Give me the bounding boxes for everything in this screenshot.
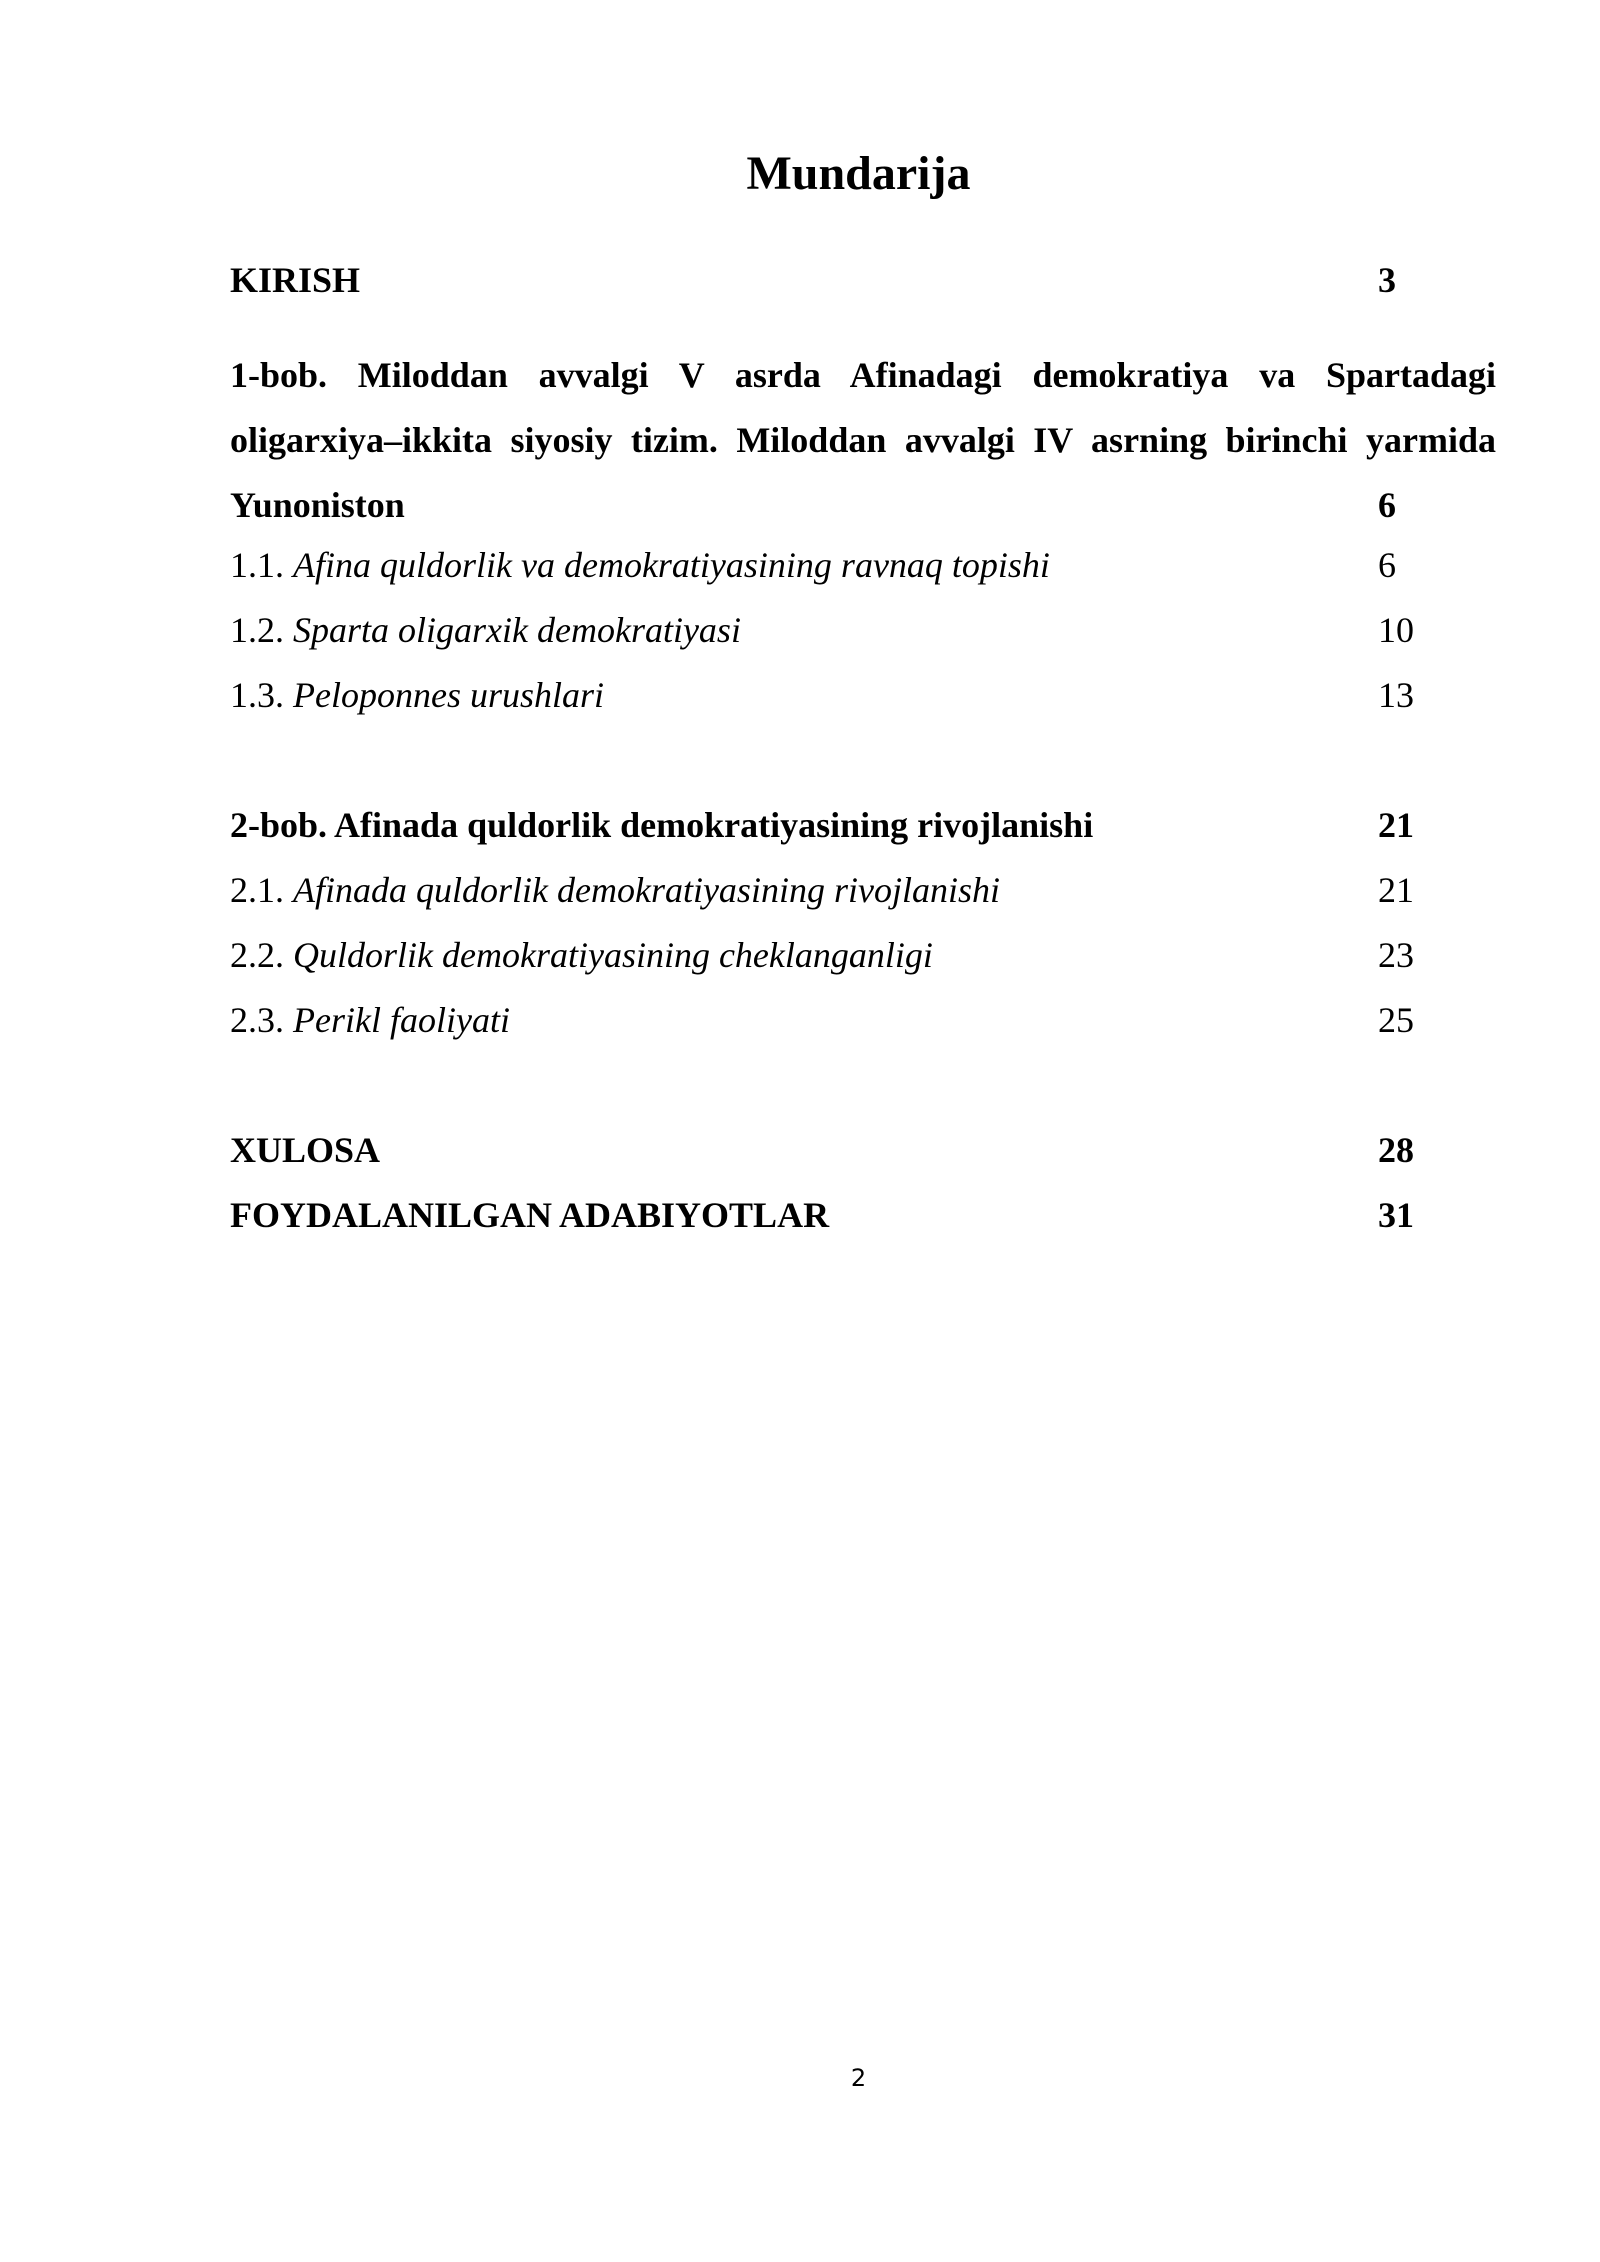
toc-section-title: Afinada quldorlik demokratiyasining rivojlanishi — [293, 870, 1000, 910]
toc-chapter-1[interactable] — [230, 343, 1496, 538]
toc-entry-label: XULOSA — [230, 1130, 381, 1170]
toc-section-page: 23 — [1378, 935, 1414, 975]
toc-chapter-1-page: 6 — [1378, 485, 1396, 525]
toc-chapter-1-line: oligarxiya–ikkita siyosiy tizim. Miloddan avvalgi IV asrning birinchi yarmida — [230, 420, 1496, 460]
toc-section-number: 1.1. — [230, 545, 284, 585]
toc-section-page: 6 — [1378, 545, 1396, 585]
toc-section-number: 2.3. — [230, 1000, 284, 1040]
toc-chapter-1-line — [230, 473, 1496, 538]
page-title: Mundarija — [746, 147, 971, 200]
toc-entry-label: KIRISH — [230, 260, 361, 300]
toc-entry-label: FOYDALANILGAN ADABIYOTLAR — [230, 1195, 830, 1235]
toc-section-title: Peloponnes urushlari — [293, 675, 604, 715]
toc-section-number: 1.2. — [230, 610, 284, 650]
toc-entry-page: 31 — [1378, 1195, 1414, 1235]
toc-chapter-2-page: 21 — [1378, 805, 1414, 845]
toc-section-number: 1.3. — [230, 675, 284, 715]
toc-section-title: Afina quldorlik va demokratiyasining ravnaq topishi — [293, 545, 1050, 585]
toc-section-page: 13 — [1378, 675, 1414, 715]
toc-section-page: 21 — [1378, 870, 1414, 910]
toc-entry-page: 28 — [1378, 1130, 1414, 1170]
toc-chapter-1-line: 1-bob. Miloddan avvalgi V asrda Afinadagi demokratiya va Spartadagi — [230, 355, 1496, 395]
toc-section-number: 2.1. — [230, 870, 284, 910]
toc-section-title: Sparta oligarxik demokratiyasi — [293, 610, 741, 650]
toc-section-page: 10 — [1378, 610, 1414, 650]
toc-section-title: Perikl faoliyati — [293, 1000, 510, 1040]
toc-entry-page: 3 — [1378, 260, 1396, 300]
toc-chapter-1-last-line: Yunoniston — [230, 485, 405, 525]
toc-section-number: 2.2. — [230, 935, 284, 975]
toc-chapter-2-title: 2-bob. Afinada quldorlik demokratiyasining rivojlanishi — [230, 805, 1094, 845]
page-number: 2 — [850, 2064, 867, 2092]
toc-section-page: 25 — [1378, 1000, 1414, 1040]
toc-section-title: Quldorlik demokratiyasining cheklanganligi — [293, 935, 933, 975]
